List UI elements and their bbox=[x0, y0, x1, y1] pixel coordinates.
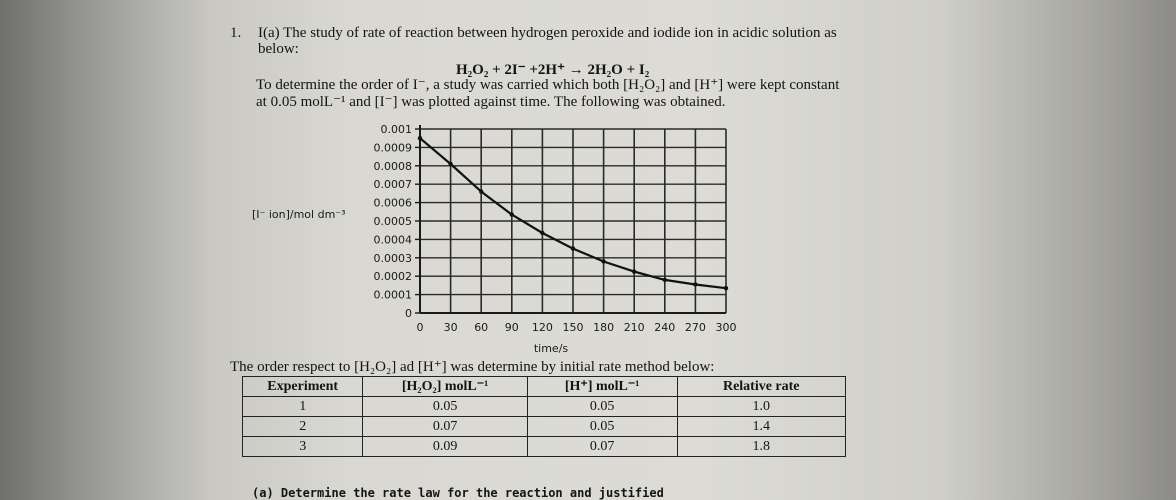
header-experiment: Experiment bbox=[243, 377, 363, 397]
y-tick-label: 0 bbox=[405, 307, 412, 320]
question-text-line4: at 0.05 molL⁻¹ and [I⁻] was plotted against time. The following was obtained. bbox=[256, 94, 726, 110]
table-cell: 2 bbox=[243, 417, 363, 437]
y-tick-label: 0.0007 bbox=[373, 178, 412, 192]
chart-tick-labels bbox=[374, 123, 737, 334]
chart-grid bbox=[420, 129, 726, 313]
data-point bbox=[571, 246, 575, 250]
concentration-time-chart bbox=[240, 116, 760, 356]
data-point bbox=[479, 189, 483, 193]
data-point bbox=[540, 231, 544, 235]
table-row bbox=[243, 417, 846, 437]
y-tick-label: 0.0006 bbox=[373, 196, 412, 210]
table-cell: 1.4 bbox=[677, 417, 846, 437]
table-header-row bbox=[243, 377, 846, 397]
data-point bbox=[448, 162, 452, 166]
chart-axes bbox=[415, 125, 726, 313]
x-tick-label: 90 bbox=[504, 321, 519, 334]
header-hplus: [H⁺] molL⁻¹ bbox=[527, 377, 677, 397]
table-cell: 0.05 bbox=[527, 417, 677, 437]
table-cell: 1 bbox=[243, 397, 363, 417]
y-tick-label: 0.0003 bbox=[373, 251, 412, 265]
x-tick-label: 60 bbox=[474, 321, 489, 334]
y-tick-label: 0.0001 bbox=[373, 288, 412, 302]
data-point bbox=[663, 278, 667, 282]
question-text-line3: To determine the order of I⁻, a study was carried which both [H₂O₂] and [H⁺] were kept constant bbox=[256, 77, 840, 93]
y-tick-label: 0.0008 bbox=[373, 159, 412, 173]
table-cell: 3 bbox=[243, 437, 363, 457]
table-cell: 0.07 bbox=[527, 437, 677, 457]
header-h2o2: [H₂O₂] molL⁻¹ bbox=[363, 377, 527, 397]
x-tick-label: 150 bbox=[562, 321, 584, 334]
x-tick-label: 180 bbox=[593, 321, 615, 334]
data-point bbox=[510, 212, 514, 216]
x-tick-label: 240 bbox=[654, 321, 676, 334]
table-cell: 1.0 bbox=[677, 397, 846, 417]
question-intro-line2: below: bbox=[258, 41, 299, 57]
x-tick-label: 300 bbox=[715, 321, 737, 334]
x-tick-label: 210 bbox=[623, 321, 645, 334]
y-tick-label: 0.0009 bbox=[373, 141, 412, 155]
y-tick-label: 0.0004 bbox=[373, 233, 412, 247]
table-cell: 1.8 bbox=[677, 437, 846, 457]
table-cell: 0.07 bbox=[363, 417, 527, 437]
data-point bbox=[632, 269, 636, 273]
data-point bbox=[418, 136, 422, 140]
reaction-equation: H₂O₂ + 2I⁻ +2H⁺ → 2H₂O + I₂ bbox=[456, 62, 650, 78]
question-intro-line1: I(a) The study of rate of reaction between hydrogen peroxide and iodide ion in acidic solution as bbox=[258, 25, 837, 41]
header-relative-rate: Relative rate bbox=[677, 377, 846, 397]
table-cell: 0.05 bbox=[363, 397, 527, 417]
y-tick-label: 0.0005 bbox=[373, 215, 412, 228]
x-tick-label: 120 bbox=[531, 321, 553, 334]
y-axis-label: [I⁻ ion]/mol dm⁻³ bbox=[252, 208, 346, 221]
x-axis-label: time/s bbox=[533, 342, 569, 355]
table-cell: 0.05 bbox=[527, 397, 677, 417]
table-intro-text: The order respect to [H₂O₂] ad [H⁺] was determine by initial rate method below: bbox=[230, 359, 715, 375]
x-tick-label: 0 bbox=[416, 321, 424, 334]
table-cell: 0.09 bbox=[363, 437, 527, 457]
y-tick-label: 0.001 bbox=[380, 123, 412, 136]
data-point bbox=[601, 259, 605, 263]
data-point bbox=[724, 286, 728, 290]
question-number: 1. bbox=[230, 25, 242, 41]
data-point bbox=[693, 282, 697, 286]
initial-rate-table bbox=[242, 376, 846, 457]
table-row bbox=[243, 437, 846, 457]
x-tick-label: 270 bbox=[684, 321, 706, 334]
table-row bbox=[243, 397, 846, 417]
x-tick-label: 30 bbox=[443, 321, 458, 334]
y-tick-label: 0.0002 bbox=[373, 270, 412, 284]
question-footer: (a) Determine the rate law for the reaction and justified bbox=[252, 486, 664, 500]
